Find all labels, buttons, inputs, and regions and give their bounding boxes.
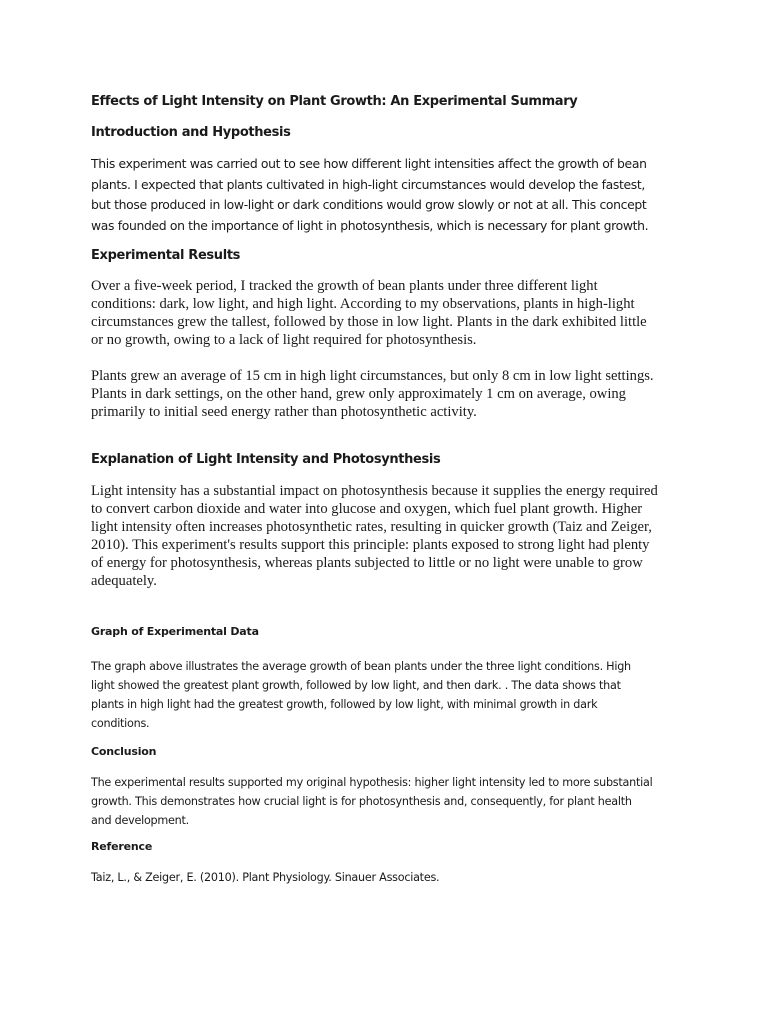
introduction-line: This experiment was carried out to see how different light intensities affect the growth of bean [91,156,647,171]
results-line: or no growth, owing to a lack of light required for photosynthesis. [91,332,477,348]
explanation-paragraph [91,482,691,590]
explanation-line: of energy for photosynthesis, whereas plants subjected to little or no light were unable to grow [91,555,643,571]
results-line: Plants in dark settings, on the other hand, grew only approximately 1 cm on average, owing [91,386,626,402]
conclusion-line: The experimental results supported my original hypothesis: higher light intensity led to more substantial [91,776,653,789]
results-paragraph-2 [91,367,691,421]
reference-heading: Reference [91,840,153,853]
results-line: conditions: dark, low light, and high light. According to my observations, plants in high-light [91,296,635,312]
explanation-line: adequately. [91,573,157,589]
explanation-line: 2010). This experiment's results support this principle: plants exposed to strong light had plenty [91,537,650,553]
results-line: Plants grew an average of 15 cm in high light circumstances, but only 8 cm in low light settings. [91,368,654,384]
explanation-heading: Explanation of Light Intensity and Photosynthesis [91,452,441,467]
explanation-line: to convert carbon dioxide and water into glucose and oxygen, which fuel plant growth. Higher [91,501,643,517]
explanation-line: light intensity often increases photosynthetic rates, resulting in quicker growth (Taiz and Zeiger, [91,519,652,535]
introduction-line: plants. I expected that plants cultivated in high-light circumstances would develop the fastest, [91,176,646,192]
introduction-paragraph [91,154,691,236]
conclusion-heading: Conclusion [91,745,157,758]
graph-line: plants in high light had the greatest growth, followed by low light, with minimal growth in dark [91,698,598,711]
graph-line: light showed the greatest plant growth, followed by low light, and then dark. . The data shows that [91,679,621,692]
results-paragraph-1 [91,277,691,349]
reference-line: Taiz, L., & Zeiger, E. (2010). Plant Physiology. Sinauer Associates. [91,871,440,884]
reference-citation [91,868,691,887]
document-title: Effects of Light Intensity on Plant Growth: An Experimental Summary [91,94,578,109]
introduction-line: was founded on the importance of light in photosynthesis, which is necessary for plant growth. [91,217,649,233]
graph-line: conditions. [91,717,150,730]
graph-heading: Graph of Experimental Data [91,625,259,638]
results-line: primarily to initial seed energy rather than photosynthetic activity. [91,404,477,420]
graph-line: The graph above illustrates the average growth of bean plants under the three light conditions. High [91,660,631,673]
results-heading: Experimental Results [91,248,241,263]
graph-paragraph [91,657,691,733]
introduction-line: but those produced in low-light or dark conditions would grow slowly or not at all. This concept [91,197,647,212]
conclusion-paragraph [91,773,691,830]
explanation-line: Light intensity has a substantial impact on photosynthesis because it supplies the energy required [91,483,658,499]
conclusion-line: growth. This demonstrates how crucial light is for photosynthesis and, consequently, for plant health [91,795,632,808]
results-line: Over a five-week period, I tracked the growth of bean plants under three different light [91,278,598,294]
conclusion-line: and development. [91,814,189,827]
results-line: circumstances grew the tallest, followed by those in low light. Plants in the dark exhibited little [91,314,647,330]
introduction-heading: Introduction and Hypothesis [91,125,291,140]
